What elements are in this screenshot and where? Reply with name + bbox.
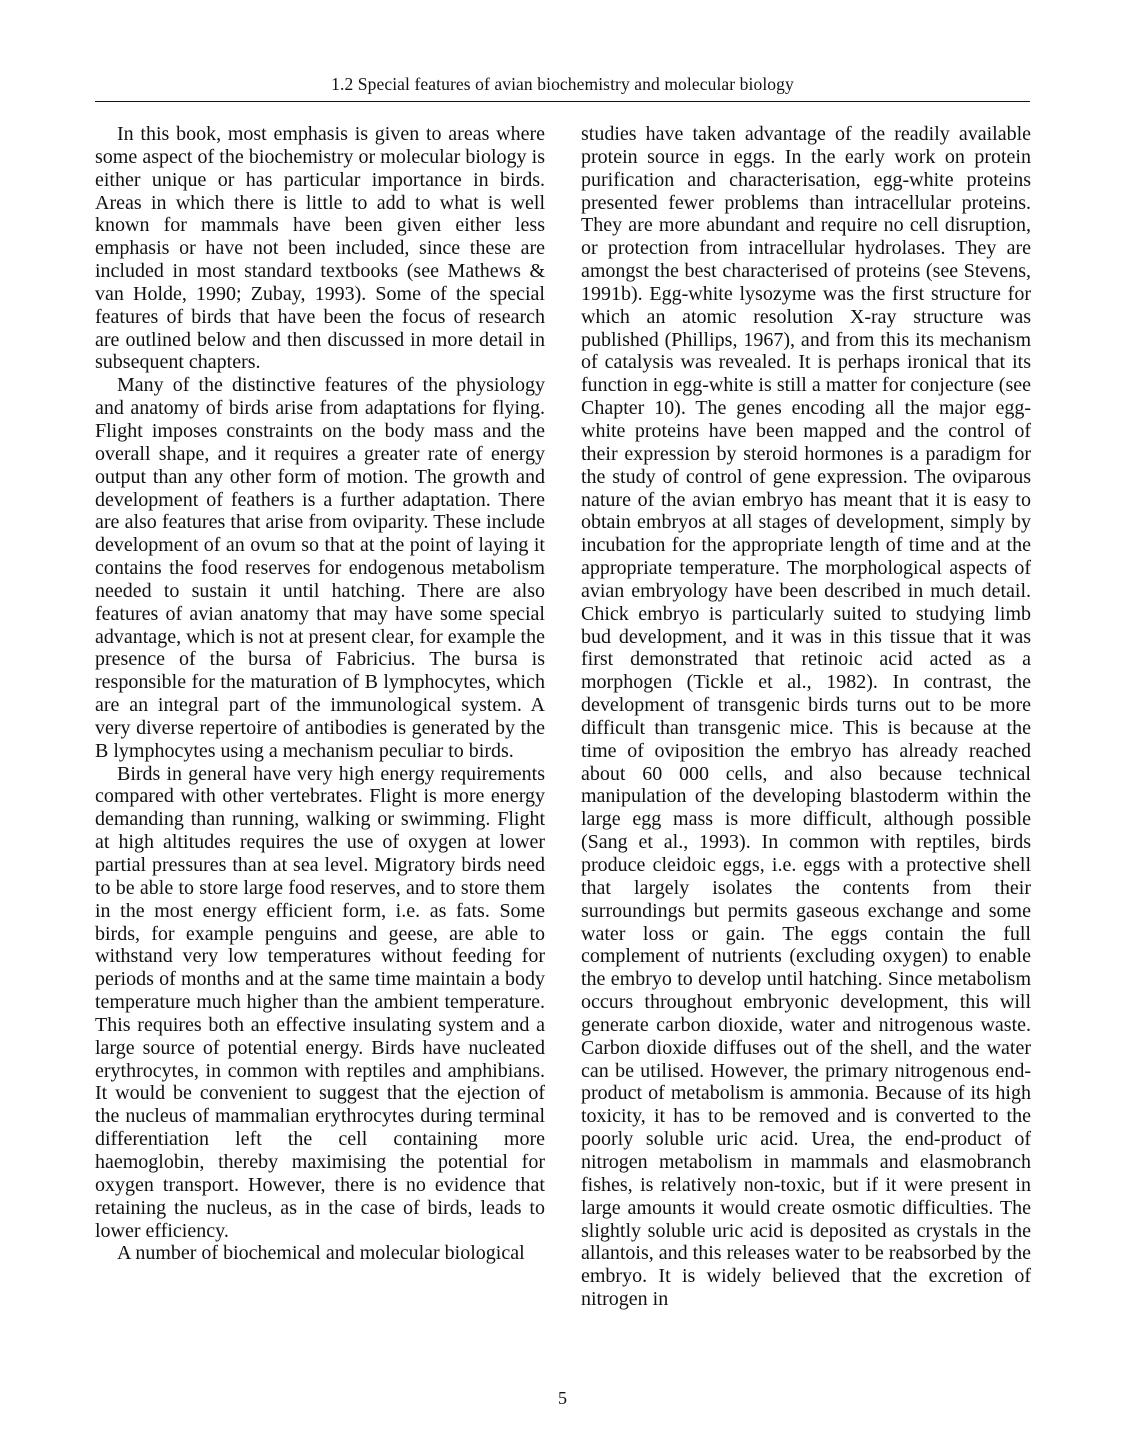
paragraph: studies have taken advantage of the readily available protein source in eggs. In the early work on protein purification and characterisation, egg-white proteins presented fewer problems than intracellular proteins. They are more abundant and require no cell disruption, or protection from intracellular hydrolases. They are amongst the best characterised of proteins (see Stevens, 1991b). Egg-white lysozyme was the first structure for which an atomic resolution X-ray structure was published (Phillips, 1967), and from this its mechanism of catalysis was revealed. It is perhaps ironical that its function in egg-white is still a matter for conjecture (see Chapter 10). The genes encoding all the major egg-white proteins have been mapped and the control of their expression by steroid hormones is a paradigm for the study of control of gene expression. The oviparous nature of the avian embryo has meant that it is easy to obtain embryos at all stages of development, simply by incubation for the appropriate length of time and at the appropriate temperature. The morphological aspects of avian embryology have been described in much detail. Chick embryo is particularly suited to studying limb bud development, and it was in this tissue that it was first demonstrated that retinoic acid acted as a morphogen (Tickle et al., 1982). In contrast, the development of transgenic birds turns out to be more difficult than transgenic mice. This is because at the time of oviposition the embryo has already reached about 60 000 cells, and also because technical manipulation of the developing blastoderm within the large egg mass is more difficult, although possible (Sang et al., 1993). In common with reptiles, birds produce cleidoic eggs, i.e. eggs with a protective shell that largely isolates the contents from their surroundings but permits gaseous exchange and some water loss or gain. The eggs contain the full complement of nutrients (excluding oxygen) to enable the embryo to develop until hatching. Since metabolism occurs throughout embryonic development, this will generate carbon dioxide, water and nitrogenous waste. Carbon dioxide diffuses out of the shell, and the water can be utilised. However, the primary nitrogenous end-product of metabolism is ammonia. Because of its high toxicity, it has to be removed and is converted to the poorly soluble uric acid. Urea, the end-product of nitrogen metabolism in mammals and elasmobranch fishes, is relatively non-toxic, but if it were present in large amounts it would create osmotic difficulties. The slightly soluble uric acid is deposited as crystals in the allantois, and this releases water to be reabsorbed by the embryo. It is widely believed that the excretion of nitrogen in <box>581 123 1031 1311</box>
paragraph: Many of the distinctive features of the physiology and anatomy of birds arise from adaptations for flying. Flight imposes constraints on the body mass and the overall shape, and it requires a greater rate of energy output than any other form of motion. The growth and development of feathers is a further adaptation. There are also features that arise from oviparity. These include development of an ovum so that at the point of laying it contains the food reserves for endogenous metabolism needed to sustain it until hatching. There are also features of avian anatomy that may have some special advantage, which is not at present clear, for example the presence of the bursa of Fabricius. The bursa is responsible for the maturation of B lymphocytes, which are an integral part of the immunological system. A very diverse repertoire of antibodies is generated by the B lymphocytes using a mechanism peculiar to birds. <box>95 374 545 762</box>
running-head: 1.2 Special features of avian biochemistry and molecular biology <box>331 74 794 94</box>
paragraph: In this book, most emphasis is given to areas where some aspect of the biochemistry or molecular biology is either unique or has particular importance in birds. Areas in which there is little to add to what is well known for mammals have been given either less emphasis or have not been included, since these are included in most standard textbooks (see Mathews & van Holde, 1990; Zubay, 1993). Some of the special features of birds that have been the focus of research are outlined below and then discussed in more detail in subsequent chapters. <box>95 123 545 374</box>
left-column <box>95 123 545 1265</box>
paragraph: Birds in general have very high energy requirements compared with other vertebrates. Flight is more energy demanding than running, walking or swimming. Flight at high altitudes requires the use of oxygen at lower partial pressures than at sea level. Migratory birds need to be able to store large food reserves, and to store them in the most energy efficient form, i.e. as fats. Some birds, for example penguins and geese, are able to withstand very low temperatures without feeding for periods of months and at the same time maintain a body temperature much higher than the ambient temperature. This requires both an effective insulating system and a large source of potential energy. Birds have nucleated erythrocytes, in common with reptiles and amphibians. It would be convenient to suggest that the ejection of the nucleus of mammalian erythrocytes during terminal differentiation left the cell containing more haemoglobin, thereby maximising the potential for oxygen transport. However, there is no evidence that retaining the nucleus, as in the case of birds, leads to lower efficiency. <box>95 762 545 1242</box>
right-column <box>581 123 1031 1311</box>
paragraph: A number of biochemical and molecular biological <box>117 1242 525 1265</box>
header-rule <box>95 101 1030 102</box>
page-number: 5 <box>558 1388 567 1408</box>
